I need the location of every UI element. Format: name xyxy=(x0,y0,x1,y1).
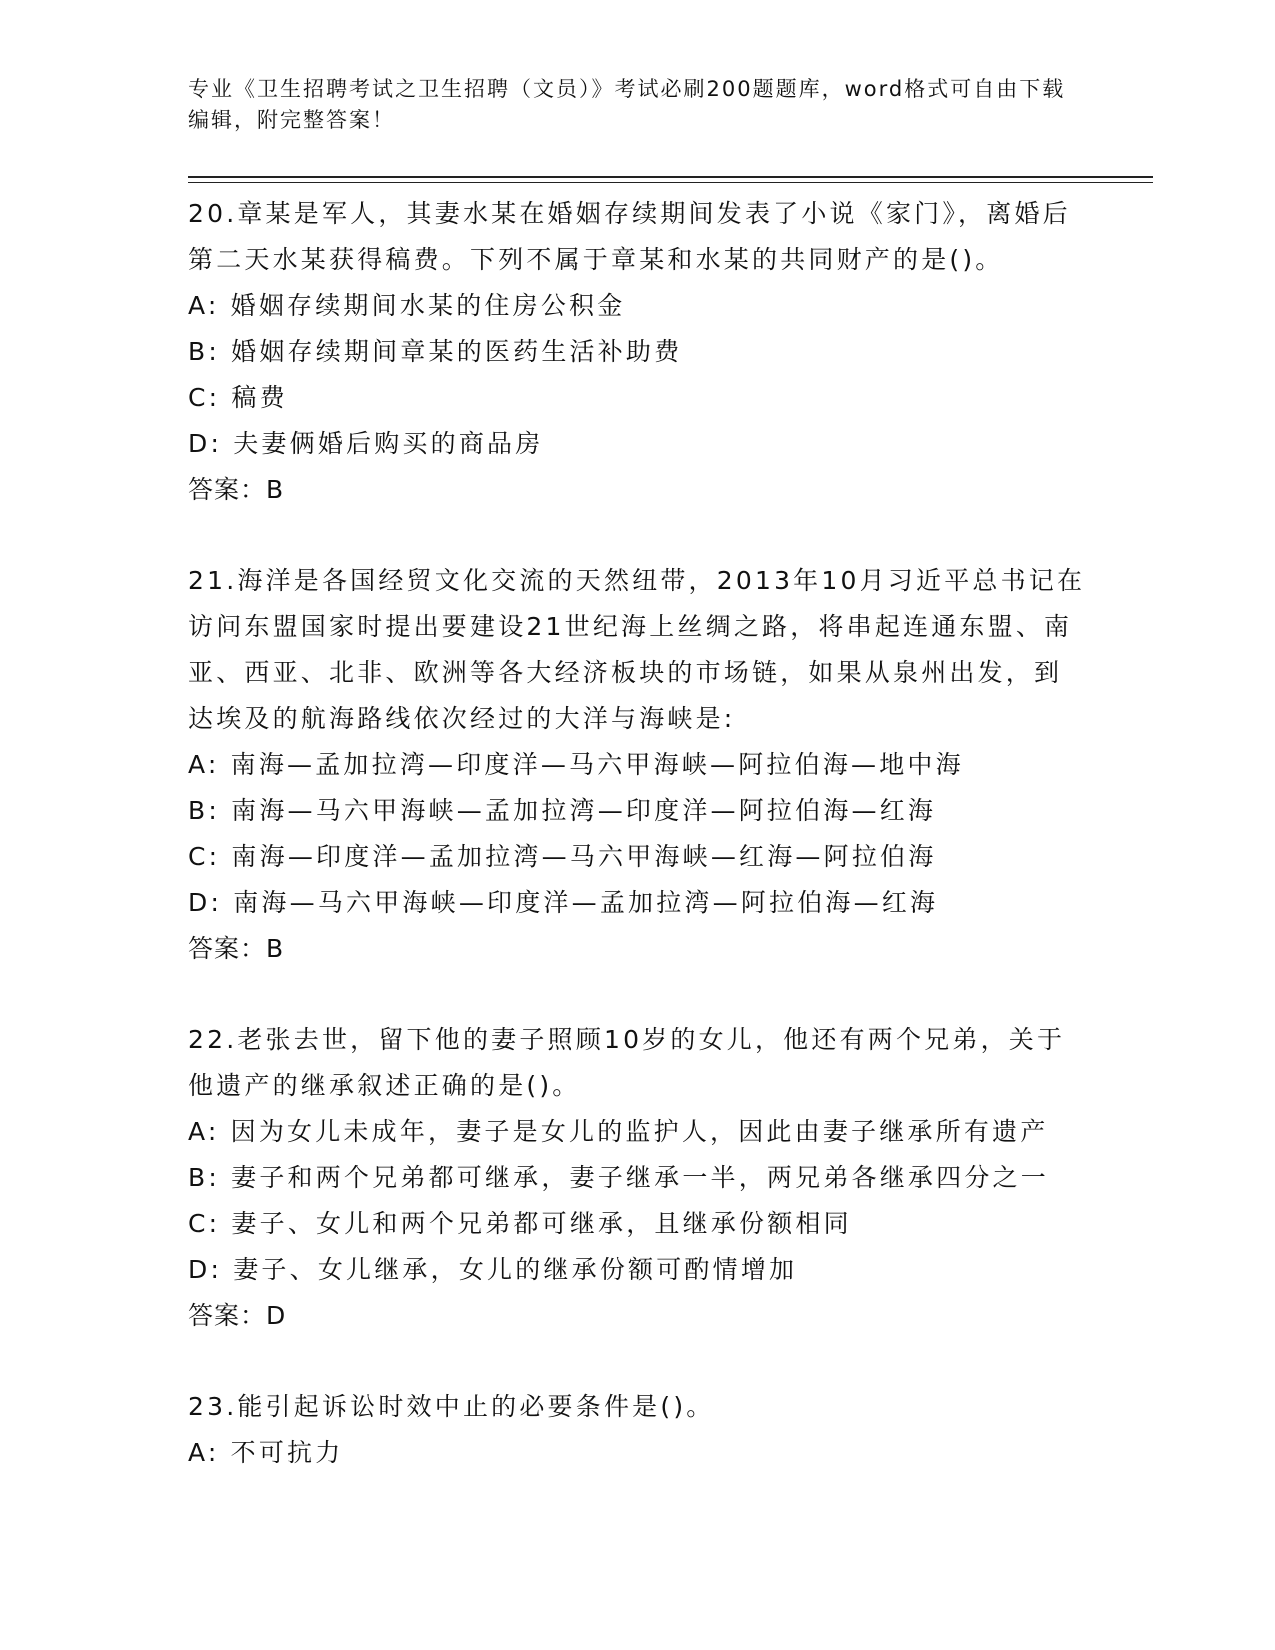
question-stem: 22.老张去世，留下他的妻子照顾10岁的女儿，他还有两个兄弟，关于他遗产的继承叙述正确的是()。 xyxy=(188,1025,1066,1100)
option-b: B: 妻子和两个兄弟都可继承，妻子继承一半，两兄弟各继承四分之一 xyxy=(188,1163,1049,1192)
question-stem: 23.能引起诉讼时效中止的必要条件是()。 xyxy=(188,1392,715,1421)
question-20 xyxy=(188,191,1088,513)
question-list xyxy=(188,191,1088,1521)
option-a: A: 因为女儿未成年，妻子是女儿的监护人，因此由妻子继承所有遗产 xyxy=(188,1117,1049,1146)
option-a: A: 南海—孟加拉湾—印度洋—马六甲海峡—阿拉伯海—地中海 xyxy=(188,750,964,779)
option-c: C: 妻子、女儿和两个兄弟都可继承，且继承份额相同 xyxy=(188,1209,852,1238)
option-c: C: 南海—印度洋—孟加拉湾—马六甲海峡—红海—阿拉伯海 xyxy=(188,842,937,871)
option-d: D: 妻子、女儿继承，女儿的继承份额可酌情增加 xyxy=(188,1255,798,1284)
option-b: B: 南海—马六甲海峡—孟加拉湾—印度洋—阿拉伯海—红海 xyxy=(188,796,937,825)
option-c: C: 稿费 xyxy=(188,383,288,412)
header-divider-thin xyxy=(188,182,1153,183)
question-stem: 21.海洋是各国经贸文化交流的天然纽带，2013年10月习近平总书记在访问东盟国家时提出要建设21世纪海上丝绸之路，将串起连通东盟、南亚、西亚、北非、欧洲等各大经济板块的市场链，如果从泉州出发，到达埃及的航海路线依次经过的大洋与海峡是: xyxy=(188,566,1086,733)
option-a: A: 婚姻存续期间水某的住房公积金 xyxy=(188,291,626,320)
answer-line: 答案：B xyxy=(188,475,285,504)
question-stem: 20.章某是军人，其妻水某在婚姻存续期间发表了小说《家门》，离婚后第二天水某获得稿费。下列不属于章某和水某的共同财产的是()。 xyxy=(188,199,1071,274)
answer-line: 答案：D xyxy=(188,1301,287,1330)
question-23 xyxy=(188,1384,1088,1476)
question-21 xyxy=(188,558,1088,972)
option-d: D: 夫妻俩婚后购买的商品房 xyxy=(188,429,544,458)
option-d: D: 南海—马六甲海峡—印度洋—孟加拉湾—阿拉伯海—红海 xyxy=(188,888,939,917)
option-a: A: 不可抗力 xyxy=(188,1438,344,1467)
option-b: B: 婚姻存续期间章某的医药生活补助费 xyxy=(188,337,683,366)
header-divider xyxy=(188,176,1153,178)
answer-line: 答案：B xyxy=(188,934,285,963)
document-header: 专业《卫生招聘考试之卫生招聘（文员）》考试必刷200题题库，word格式可自由下载编辑，附完整答案！ xyxy=(188,77,1066,132)
question-22 xyxy=(188,1017,1088,1339)
